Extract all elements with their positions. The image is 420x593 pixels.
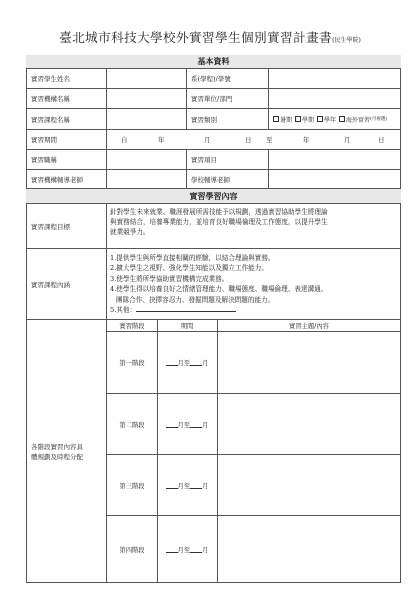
date-to: 至 — [266, 136, 273, 144]
course-item: 1.提供學生與所學直接相關的經驗，以結合理論與實務。 — [110, 254, 275, 262]
row-goal — [26, 204, 401, 249]
stages-label-line: 體規劃及時程分配 — [31, 452, 83, 461]
stage-topic-field[interactable] — [217, 455, 401, 515]
course-name-label: 實習課程名稱 — [31, 115, 70, 124]
dept-id-field[interactable] — [268, 69, 401, 88]
goal-line: 與實務結合，培養專業能力，並培育良好職場倫理及工作態度，以提升學生 — [110, 218, 328, 226]
date-day-1: 日 — [245, 136, 252, 144]
checkbox-semester[interactable] — [295, 116, 301, 122]
month: 月 — [202, 360, 209, 367]
other-blank[interactable] — [136, 305, 236, 312]
row-name — [26, 69, 401, 89]
row-job — [26, 150, 401, 170]
stage-row — [107, 332, 401, 394]
type-note: (可複選) — [370, 117, 388, 122]
date-month-1: 月 — [204, 136, 211, 144]
stage-topic-field[interactable] — [217, 394, 401, 454]
row-course-content — [26, 249, 401, 320]
org-unit-label: 實習單位/部門 — [191, 95, 233, 103]
stage-period[interactable] — [157, 516, 217, 583]
dept-id-label: 系(學程)/學號 — [191, 75, 231, 83]
course-item: 團隊合作、抉擇容忍力、發掘問題及解決問題的能力。 — [116, 295, 275, 304]
school-mentor-field[interactable] — [268, 170, 401, 188]
student-name-label: 實習學生姓名 — [31, 75, 70, 83]
checkbox-summer[interactable] — [273, 116, 279, 122]
org-unit-field[interactable] — [268, 89, 401, 108]
month: 月 — [202, 421, 209, 429]
month-to: 月至 — [177, 421, 191, 429]
period-field[interactable] — [106, 130, 401, 149]
stages-label-line: 各階段實習內容具 — [31, 442, 83, 451]
month: 月 — [202, 547, 209, 554]
org-name-label: 實習機構名稱 — [31, 95, 70, 103]
checkbox-overseas[interactable] — [339, 116, 345, 122]
stage-topic-field[interactable] — [217, 332, 401, 393]
basic-header-label: 基本資料 — [197, 56, 230, 66]
stage-period[interactable] — [157, 332, 217, 393]
school-mentor-label: 學校輔導老師 — [191, 175, 230, 184]
course-item: 3.使學生將所學協助實習機構完成業務。 — [110, 274, 229, 283]
org-mentor-label: 實習機構輔導老師 — [31, 175, 83, 184]
stage-row — [107, 455, 401, 516]
date-from: 自 — [121, 136, 128, 144]
title-main: 臺北城市科技大學校外實習學生個別實習計畫書 — [59, 30, 333, 45]
goal-label: 實習課程目標 — [31, 222, 70, 231]
blank-end — [190, 421, 202, 428]
course-item-other-label: 5.其他： — [110, 306, 137, 315]
stage-name: 第一階段 — [119, 360, 145, 367]
type-options — [268, 109, 401, 129]
date-year-1: 年 — [158, 136, 165, 144]
blank-end — [190, 482, 202, 489]
content-header-label: 實習學習內容 — [189, 190, 238, 201]
stage-period[interactable] — [157, 394, 217, 454]
stages-table — [107, 320, 401, 583]
goal-line: 針對學生未來就業、職涯發展所需技能予以規劃，透過實習協助學生將理論 — [110, 208, 328, 216]
row-period — [26, 130, 401, 150]
course-item: 2.擴大學生之視野、強化學生知能以及獨立工作能力。 — [110, 264, 268, 273]
stage-name: 第三階段 — [119, 482, 145, 490]
org-name-field[interactable] — [106, 89, 186, 108]
row-org — [26, 89, 401, 109]
stage-row — [107, 516, 401, 583]
row-stages — [26, 320, 401, 583]
org-mentor-field[interactable] — [106, 170, 186, 188]
blank-start — [166, 482, 178, 489]
item-label: 實習項目 — [191, 156, 217, 164]
blank-start — [166, 421, 178, 428]
student-name-field[interactable] — [106, 69, 186, 88]
type-opt-semester: 學期 — [302, 116, 315, 124]
stages-label — [26, 320, 106, 583]
type-opt-year: 學年 — [324, 116, 337, 124]
course-items — [110, 253, 400, 315]
job-field[interactable] — [106, 150, 186, 169]
row-course — [26, 109, 401, 130]
col-stage: 實習階段 — [119, 323, 145, 330]
goal-line: 就業競爭力。 — [110, 228, 150, 236]
stage-name: 第二階段 — [119, 421, 145, 429]
course-content-label: 實習課程內涵 — [31, 280, 70, 289]
blank-start — [166, 546, 178, 553]
col-period: 期間 — [180, 323, 194, 330]
month: 月 — [202, 482, 209, 490]
col-topic: 實習主題/內容 — [289, 323, 329, 330]
course-item: 4.使學生得以培養良好之情緒管理能力、職場態度、職場倫理、表達溝通、 — [110, 285, 328, 294]
row-mentor — [26, 170, 401, 189]
title-note: (民生學院) — [332, 37, 361, 44]
course-item-other — [110, 305, 400, 315]
month-to: 月至 — [177, 482, 191, 490]
date-month-2: 月 — [344, 136, 351, 144]
stages-header-row — [107, 320, 401, 332]
blank-start — [166, 359, 178, 366]
period-label: 實習期間 — [31, 136, 57, 144]
stage-period[interactable] — [157, 455, 217, 515]
stage-row — [107, 394, 401, 455]
checkbox-year[interactable] — [317, 116, 323, 122]
type-opt-summer: 暑期 — [280, 116, 293, 124]
basic-header — [26, 55, 401, 69]
form-title — [0, 28, 420, 46]
month-to: 月至 — [177, 547, 191, 554]
blank-end — [190, 546, 202, 553]
blank-end — [190, 359, 202, 366]
stage-name: 第四階段 — [119, 547, 145, 554]
date-day-2: 日 — [378, 136, 385, 144]
date-year-2: 年 — [303, 136, 310, 144]
job-label: 實習職稱 — [31, 156, 57, 164]
content-header — [26, 189, 401, 204]
type-label: 實習類別 — [191, 115, 217, 124]
goal-text — [110, 207, 400, 237]
month-to: 月至 — [177, 360, 191, 367]
stage-topic-field[interactable] — [217, 516, 401, 583]
type-opt-overseas: 海外實習 — [346, 116, 371, 124]
item-field[interactable] — [268, 150, 401, 169]
course-name-field[interactable] — [106, 109, 186, 129]
